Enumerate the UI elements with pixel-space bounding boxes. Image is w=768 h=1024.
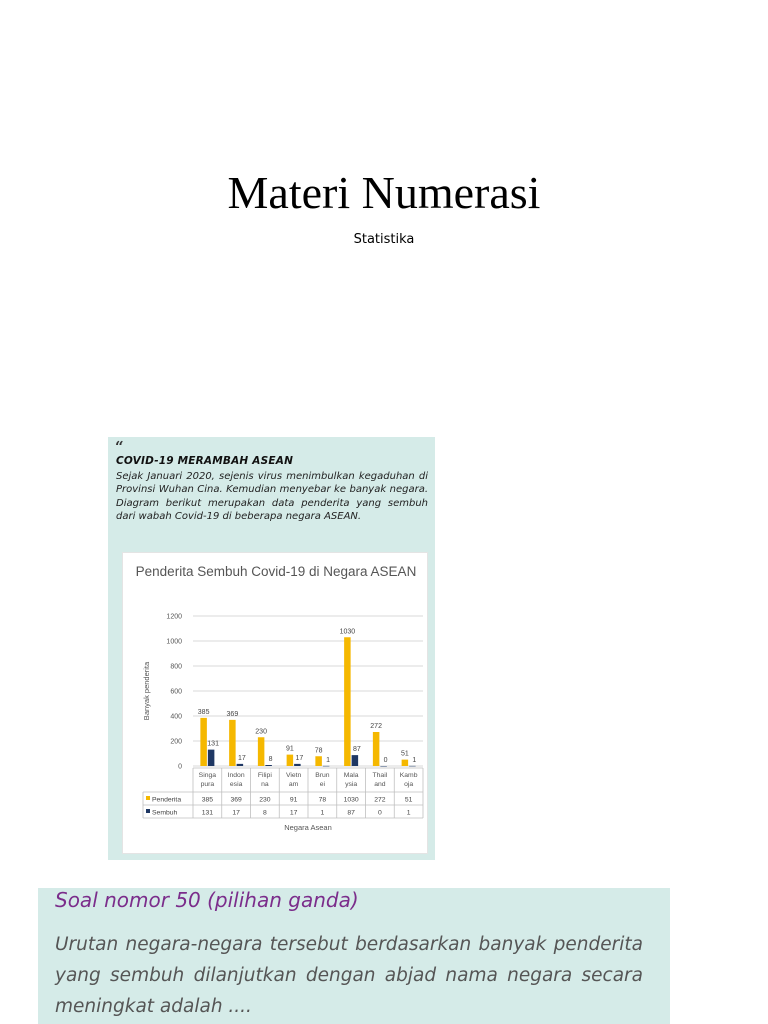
data-label-penderita: 272 <box>370 723 382 730</box>
question-card <box>38 888 670 1024</box>
x-tick-label: oja <box>404 781 414 788</box>
bar-penderita <box>344 637 351 766</box>
quote-body: Sejak Januari 2020, sejenis virus menimbulkan kegaduhan di Provinsi Wuhan Cina. Kemudian menyebar ke banyak negara. Diagram berikut merupakan data penderita yang sembuh dari wabah Covid-19 di beberapa negara ASEAN. <box>116 471 428 523</box>
bar-sembuh <box>380 766 387 767</box>
table-cell-penderita: 1030 <box>343 796 359 804</box>
legend-key-penderita <box>146 796 150 800</box>
y-tick-label: 600 <box>170 688 182 696</box>
table-cell-penderita: 230 <box>259 796 271 804</box>
data-label-sembuh: 17 <box>295 754 304 762</box>
bar-sembuh <box>323 766 330 767</box>
bar-sembuh <box>409 766 416 767</box>
data-label-penderita: 230 <box>255 728 267 736</box>
x-tick-label: Filipi <box>257 772 272 779</box>
data-label-penderita: 385 <box>197 708 210 716</box>
y-tick-label: 0 <box>178 763 182 771</box>
table-cell-sembuh: 87 <box>347 809 355 817</box>
y-tick-label: 800 <box>170 663 182 671</box>
table-cell-penderita: 51 <box>404 796 413 804</box>
x-tick-label: Brun <box>315 772 330 779</box>
legend-label-penderita: Penderita <box>152 796 182 804</box>
data-label-penderita: 78 <box>314 747 323 755</box>
y-tick-label: 1200 <box>166 613 182 621</box>
bar-sembuh <box>237 764 244 766</box>
chart-container <box>122 552 428 854</box>
bar-sembuh <box>265 765 272 766</box>
y-tick-label: 400 <box>170 713 182 721</box>
bar-sembuh <box>352 755 359 766</box>
bar-penderita <box>258 737 265 766</box>
x-tick-label: Indon <box>227 772 245 779</box>
data-label-penderita: 91 <box>285 745 294 753</box>
x-tick-label: Singa <box>198 772 217 779</box>
quote-card <box>108 437 435 860</box>
x-tick-label: Thail <box>372 772 388 779</box>
x-tick-label: ei <box>319 781 326 788</box>
table-cell-penderita: 272 <box>374 796 386 804</box>
data-label-sembuh: 87 <box>352 746 361 754</box>
table-cell-penderita: 385 <box>201 796 214 804</box>
table-cell-penderita: 78 <box>318 796 327 804</box>
table-cell-sembuh: 1 <box>320 809 325 817</box>
data-label-sembuh: 17 <box>237 754 246 762</box>
bar-penderita <box>315 756 322 766</box>
bar-chart <box>123 553 429 855</box>
x-tick-label: am <box>288 781 299 788</box>
table-cell-sembuh: 0 <box>377 809 382 817</box>
data-label-sembuh: 0 <box>383 757 388 764</box>
table-cell-penderita: 369 <box>230 796 242 804</box>
x-tick-label: and <box>374 781 386 788</box>
data-label-sembuh: 131 <box>207 740 219 748</box>
x-tick-label: Vietn <box>285 772 302 779</box>
table-cell-sembuh: 17 <box>232 809 240 817</box>
question-heading: Soal nomor 50 (pilihan ganda) <box>55 888 359 912</box>
x-tick-label: Mala <box>343 772 359 779</box>
data-label-penderita: 1030 <box>339 628 356 636</box>
y-tick-label: 200 <box>170 738 182 746</box>
bar-sembuh <box>208 750 215 766</box>
document-subtitle: Statistika <box>353 232 415 247</box>
table-cell-sembuh: 8 <box>262 809 267 817</box>
data-label-sembuh: 1 <box>326 756 331 764</box>
chart-title: Penderita Sembuh Covid-19 di Negara ASEAN <box>135 564 417 579</box>
bar-penderita <box>402 760 409 766</box>
x-tick-label: pura <box>200 781 215 788</box>
data-label-penderita: 51 <box>400 750 409 758</box>
bar-penderita <box>373 732 380 766</box>
data-label-sembuh: 1 <box>412 756 417 764</box>
legend-label-sembuh: Sembuh <box>152 809 178 817</box>
y-tick-label: 1000 <box>166 638 182 646</box>
x-tick-label: Kamb <box>399 772 418 779</box>
table-cell-sembuh: 1 <box>406 809 411 817</box>
x-axis-label: Negara Asean <box>284 823 332 832</box>
x-tick-label: na <box>261 781 269 788</box>
data-label-penderita: 369 <box>226 710 239 718</box>
bar-sembuh <box>294 764 301 766</box>
bar-penderita <box>287 755 294 766</box>
quote-heading: COVID-19 MERAMBAH ASEAN <box>116 455 294 467</box>
question-body: Urutan negara-negara tersebut berdasarkan banyak penderita yang sembuh dilanjutkan dengan abjad nama negara secara meningkat adalah .... <box>55 934 643 1017</box>
data-label-sembuh: 8 <box>268 756 273 763</box>
x-tick-label: esia <box>229 781 243 788</box>
y-axis-label: Banyak penderita <box>142 661 151 721</box>
table-cell-penderita: 91 <box>289 796 298 804</box>
quote-icon: “ <box>115 438 124 456</box>
x-tick-label: ysia <box>345 781 358 788</box>
table-cell-sembuh: 17 <box>289 809 298 817</box>
table-cell-sembuh: 131 <box>201 809 214 817</box>
bar-penderita <box>229 720 236 766</box>
bar-penderita <box>200 718 207 766</box>
document-title: Materi Numerasi <box>227 167 541 218</box>
legend-key-sembuh <box>146 809 150 813</box>
